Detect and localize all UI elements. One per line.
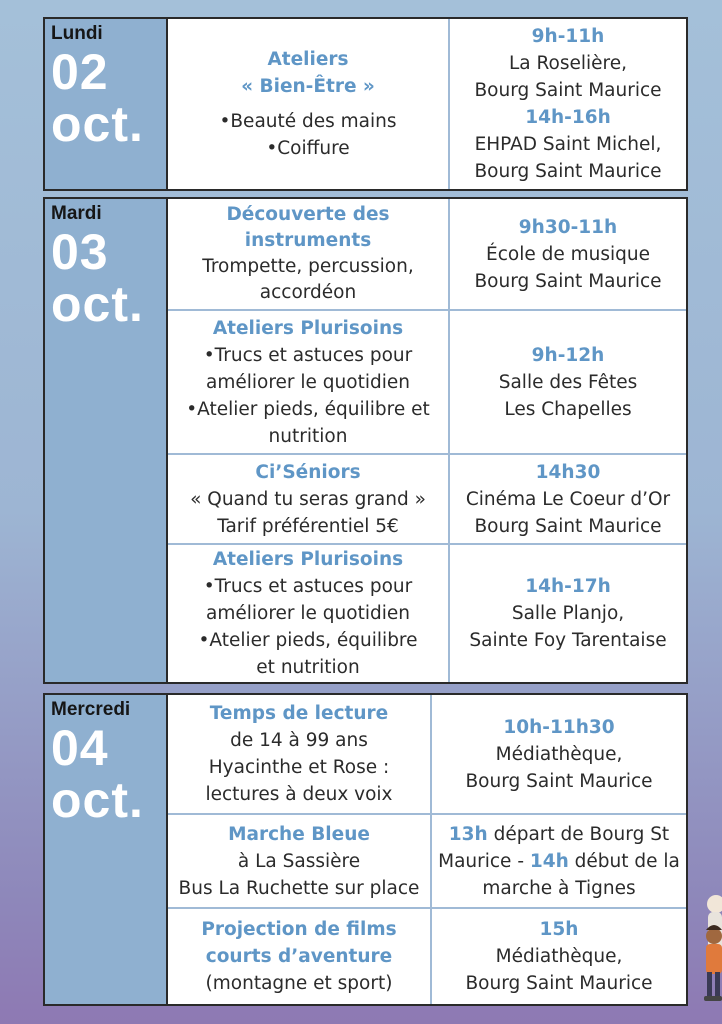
activity-rows	[168, 199, 686, 682]
activity-title-line: courts d’aventure	[205, 946, 393, 967]
activity-description	[168, 695, 430, 813]
activity-description	[168, 909, 430, 1004]
time-slot: 14h-16h	[525, 107, 611, 128]
time-slot: 9h-12h	[531, 344, 605, 366]
weekday-label: Lundi	[51, 23, 103, 44]
day-block-tuesday	[43, 197, 688, 684]
activity-row	[168, 909, 686, 1004]
activity-text: nutrition	[268, 425, 348, 447]
location-line: Médiathèque,	[495, 743, 623, 765]
schedule-text: marche à Tignes	[482, 877, 636, 899]
activity-rows	[168, 19, 686, 189]
location-line: Bourg Saint Maurice	[465, 770, 653, 792]
activity-rows	[168, 695, 686, 1004]
people-illustration	[694, 890, 722, 1005]
location-line: Bourg Saint Maurice	[474, 161, 662, 182]
activity-schedule	[448, 311, 686, 453]
month-label: oct.	[51, 96, 144, 152]
activity-title-line: « Bien-Être »	[241, 76, 375, 97]
month-label: oct.	[51, 276, 144, 332]
weekday-label: Mercredi	[51, 699, 131, 720]
time-slot: 14h-17h	[525, 576, 611, 597]
activity-text: améliorer le quotidien	[206, 603, 410, 624]
activity-title-line: Temps de lecture	[209, 703, 389, 724]
activity-description	[168, 455, 448, 543]
activity-text: de 14 à 99 ans	[230, 730, 368, 751]
day-number: 03	[51, 224, 109, 280]
activity-title-line: Ci’Séniors	[255, 461, 361, 483]
time-slot: 13h	[448, 823, 488, 845]
activity-description	[168, 199, 448, 309]
activity-description	[168, 545, 448, 682]
activity-text: « Quand tu seras grand »	[190, 488, 426, 510]
activity-title-line: Marche Bleue	[228, 823, 370, 845]
activity-title-line: Découverte des	[226, 204, 390, 225]
activity-text: à La Sassière	[237, 850, 361, 872]
location-line: La Roselière,	[508, 53, 627, 74]
location-line: Bourg Saint Maurice	[474, 515, 662, 537]
activity-row	[168, 695, 686, 813]
activity-schedule	[448, 455, 686, 543]
activity-schedule	[448, 19, 686, 189]
activity-text: et nutrition	[256, 657, 360, 678]
activity-row	[168, 199, 686, 309]
location-line: Médiathèque,	[495, 946, 623, 967]
time-slot: 9h-11h	[531, 26, 605, 47]
activity-schedule	[430, 815, 686, 907]
time-slot: 15h	[539, 919, 579, 940]
activity-text: Hyacinthe et Rose :	[208, 757, 390, 778]
activity-text: •Atelier pieds, équilibre	[198, 630, 418, 651]
activity-title-line: Ateliers Plurisoins	[212, 549, 404, 570]
activity-schedule	[448, 545, 686, 682]
activity-text: accordéon	[259, 282, 357, 303]
time-slot: 14h	[529, 850, 569, 872]
day-label-column	[45, 199, 168, 682]
activity-title-line: instruments	[244, 230, 372, 251]
activity-schedule	[448, 199, 686, 309]
day-number: 04	[51, 720, 109, 776]
activity-title-line: Projection de films	[201, 919, 397, 940]
day-block-wednesday	[43, 693, 688, 1006]
schedule-text: départ de Bourg St	[487, 823, 670, 845]
activity-text: •Trucs et astuces pour	[203, 344, 413, 366]
activity-text: Trompette, percussion,	[202, 256, 414, 277]
location-line: Sainte Foy Tarentaise	[469, 630, 667, 651]
location-line: Les Chapelles	[504, 398, 632, 420]
day-number: 02	[51, 44, 109, 100]
day-label-column	[45, 695, 168, 1004]
activity-row	[168, 815, 686, 907]
activity-bullet: •Beauté des mains	[219, 111, 397, 132]
location-line: Bourg Saint Maurice	[474, 270, 662, 292]
schedule-text: début de la	[568, 850, 680, 872]
schedule-line	[438, 848, 680, 875]
day-label-column	[45, 19, 168, 189]
activity-row	[168, 311, 686, 453]
location-line: Salle Planjo,	[511, 603, 625, 624]
activity-text: lectures à deux voix	[205, 784, 393, 805]
location-line: Bourg Saint Maurice	[474, 80, 662, 101]
activity-title-line: Ateliers Plurisoins	[212, 317, 404, 339]
day-block-monday	[43, 17, 688, 191]
month-label: oct.	[51, 772, 144, 828]
weekday-label: Mardi	[51, 203, 102, 224]
activity-description	[168, 815, 430, 907]
activity-text: •Atelier pieds, équilibre et	[186, 398, 430, 420]
activity-row	[168, 455, 686, 543]
location-line: École de musique	[486, 243, 650, 265]
location-line: Salle des Fêtes	[498, 371, 638, 393]
activity-schedule	[430, 695, 686, 813]
activity-text: (montagne et sport)	[205, 973, 393, 994]
activity-text: •Trucs et astuces pour	[203, 576, 413, 597]
activity-bullet: •Coiffure	[266, 138, 350, 159]
activity-text: Bus La Ruchette sur place	[178, 877, 420, 899]
location-line: Cinéma Le Coeur d’Or	[465, 488, 671, 510]
activity-description	[168, 19, 448, 189]
schedule-line	[449, 821, 669, 848]
activity-title-line: Ateliers	[267, 49, 349, 70]
activity-text: améliorer le quotidien	[206, 371, 410, 393]
schedule-text: Maurice -	[438, 850, 530, 872]
location-line: Bourg Saint Maurice	[465, 973, 653, 994]
activity-schedule	[430, 909, 686, 1004]
time-slot: 9h30-11h	[518, 216, 618, 238]
location-line: EHPAD Saint Michel,	[474, 134, 662, 155]
time-slot: 10h-11h30	[503, 716, 615, 738]
activity-row	[168, 545, 686, 682]
activity-row	[168, 19, 686, 189]
activity-description	[168, 311, 448, 453]
time-slot: 14h30	[535, 461, 601, 483]
activity-text: Tarif préférentiel 5€	[217, 515, 399, 537]
